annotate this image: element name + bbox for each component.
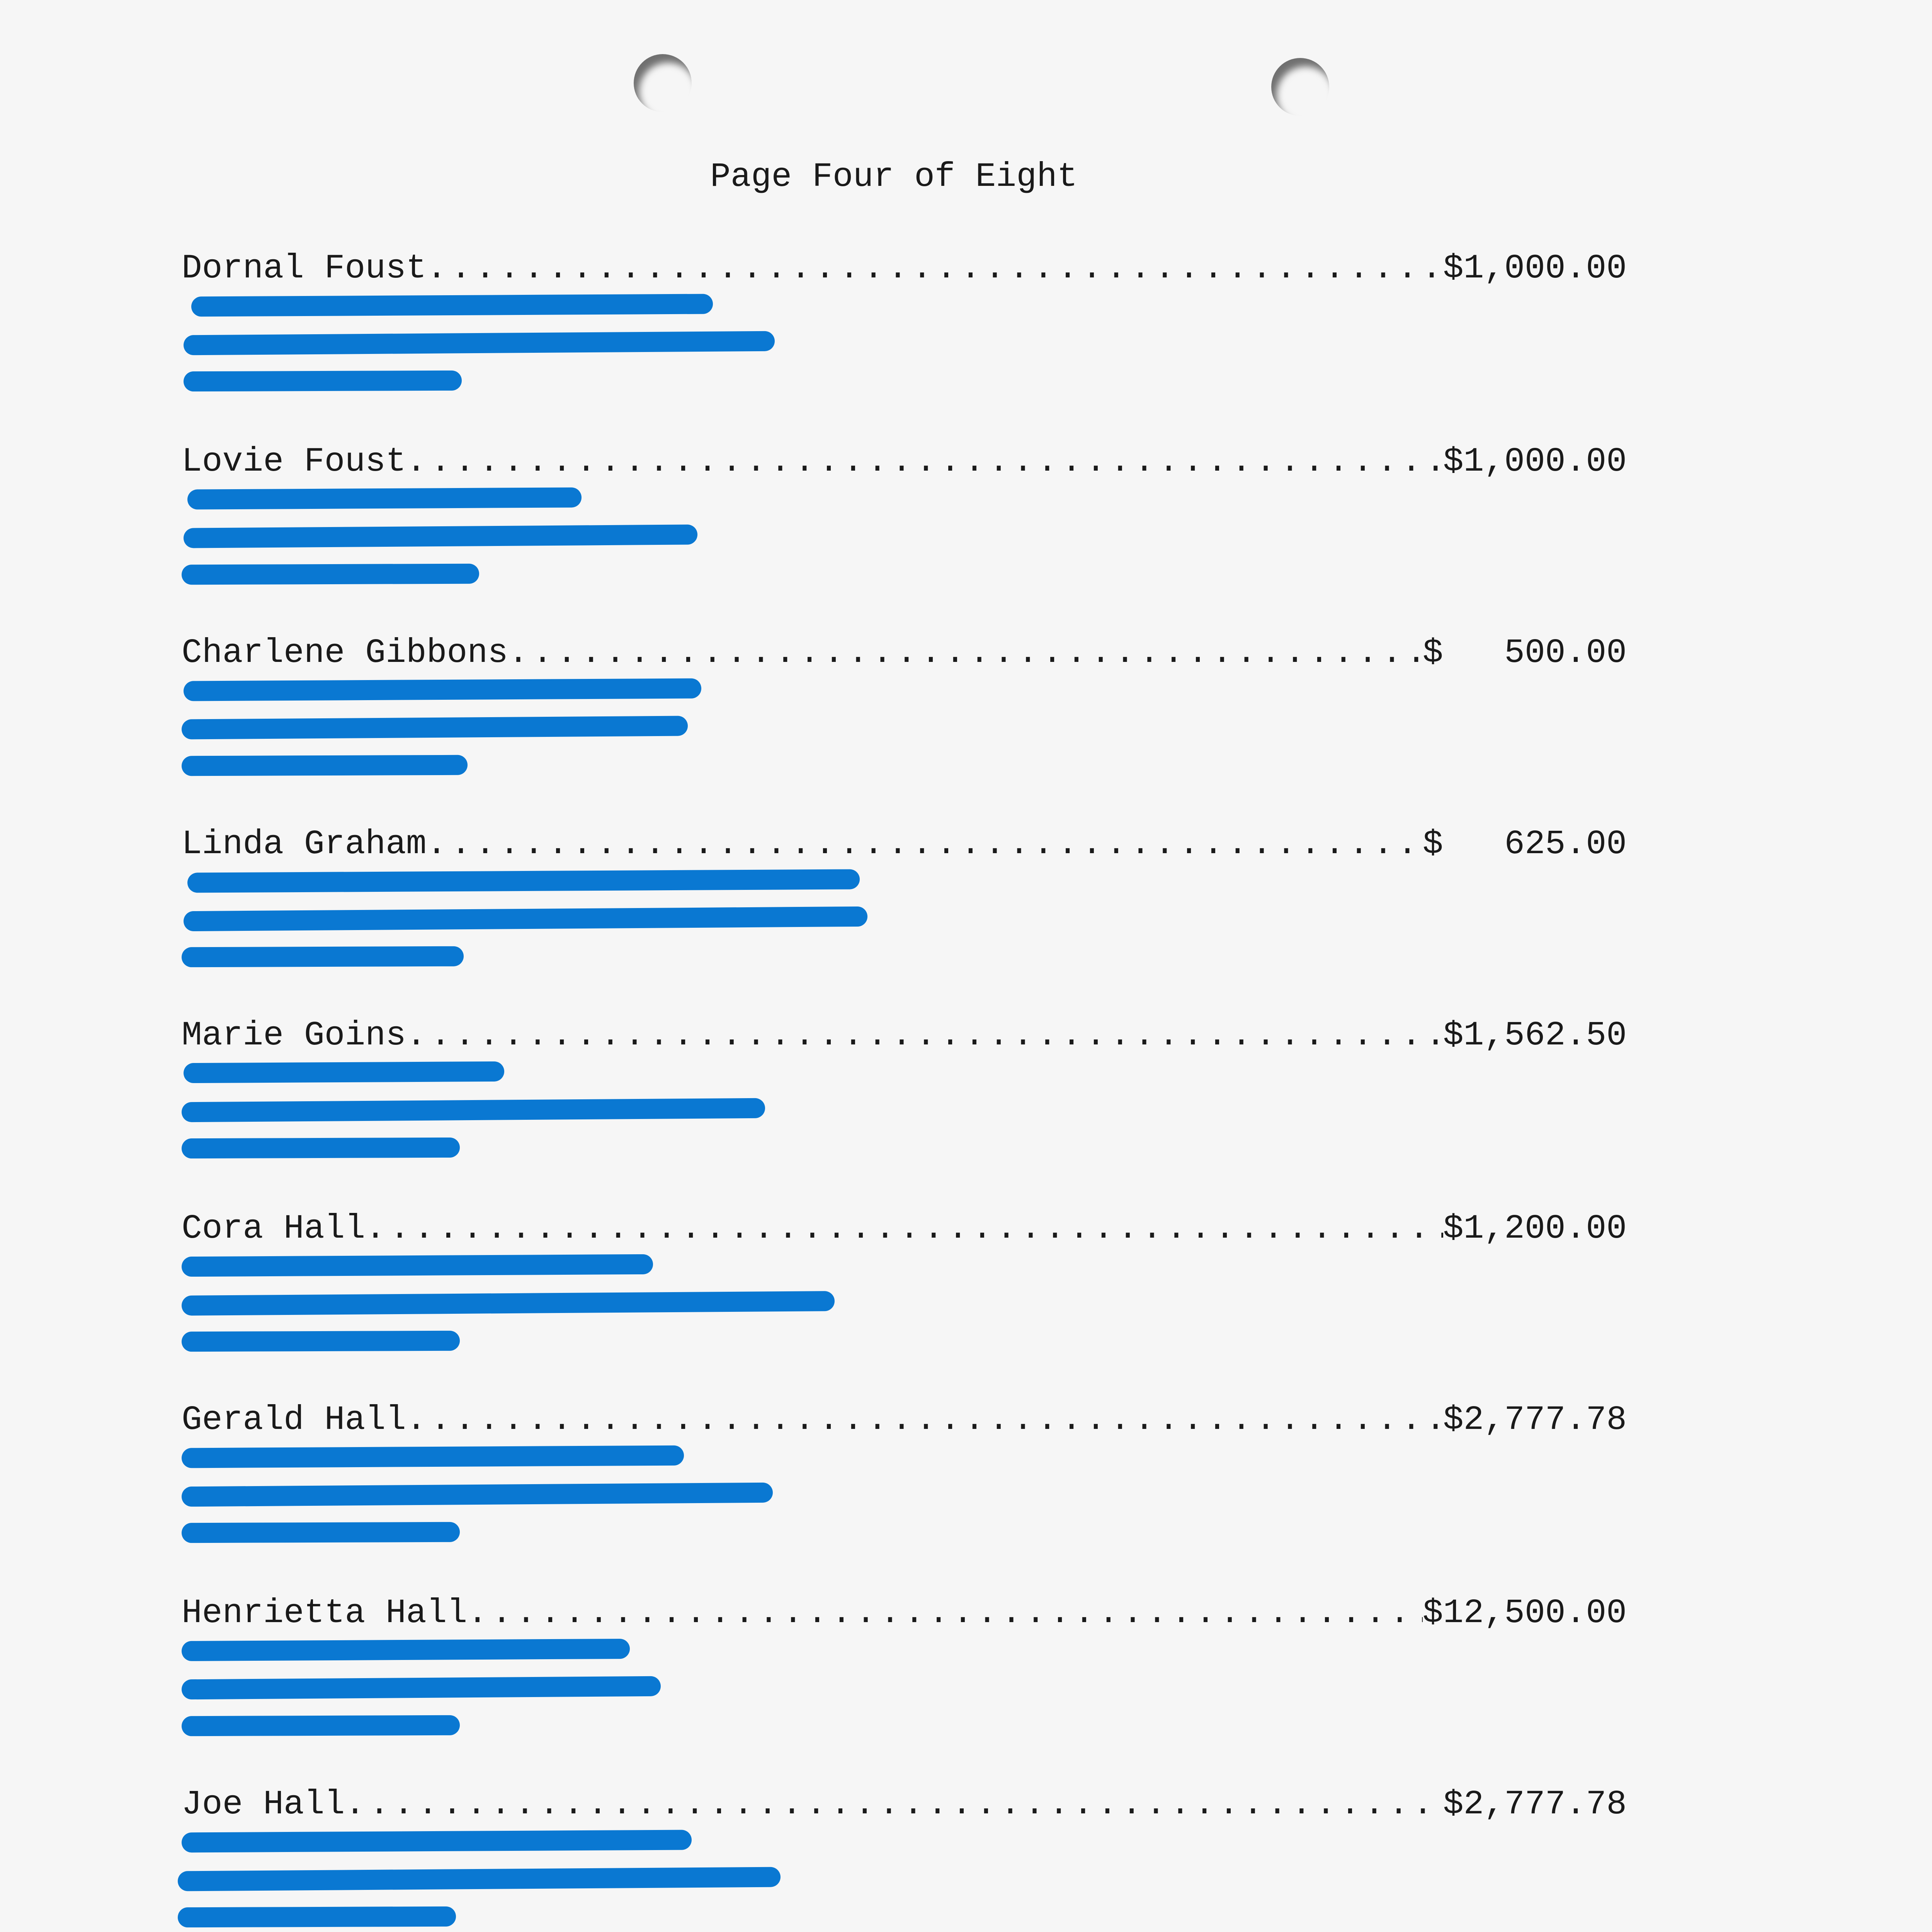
redaction-bar — [178, 1867, 781, 1891]
entry-line — [182, 1014, 1627, 1053]
redaction-bar — [182, 1522, 460, 1543]
redaction-bar — [187, 869, 860, 893]
redaction-bar — [184, 678, 701, 701]
entry-line — [182, 632, 1627, 670]
entry-line — [182, 1208, 1627, 1246]
entry-line — [182, 1592, 1627, 1631]
redaction-bar — [182, 1098, 765, 1122]
redaction-bar — [184, 1061, 504, 1083]
list-item — [182, 1783, 1627, 1932]
redaction-bar — [182, 716, 688, 739]
redaction-bar — [182, 1331, 460, 1352]
redaction-bar — [184, 524, 697, 548]
entry-name: Joe Hall — [182, 1786, 345, 1824]
dot-leader — [427, 252, 1443, 286]
punch-hole-left — [634, 54, 692, 112]
entry-name: Marie Goins — [182, 1017, 406, 1055]
redaction-bar — [182, 1138, 460, 1159]
entry-amount: $12,500.00 — [1422, 1594, 1627, 1633]
punch-hole-right — [1271, 58, 1329, 116]
entry-amount: $ 500.00 — [1422, 634, 1627, 672]
dot-leader — [406, 445, 1443, 479]
entry-name: Gerald Hall — [182, 1401, 406, 1439]
dot-leader — [365, 1212, 1443, 1246]
redaction-bar — [182, 946, 464, 968]
entry-amount: $1,200.00 — [1443, 1210, 1627, 1248]
entry-name: Dornal Foust — [182, 250, 427, 288]
entry-name: Henrietta Hall — [182, 1594, 468, 1633]
dot-leader — [345, 1788, 1443, 1822]
redaction-bar — [184, 371, 462, 392]
redaction-bar — [182, 1715, 460, 1736]
entry-amount: $ 625.00 — [1422, 825, 1627, 864]
list-item — [182, 247, 1627, 410]
redaction-bar — [187, 487, 582, 509]
list-item — [182, 440, 1627, 603]
entry-amount: $1,562.50 — [1443, 1017, 1627, 1055]
entry-line — [182, 440, 1627, 479]
redaction-bar — [182, 564, 479, 585]
entry-name: Lovie Foust — [182, 443, 406, 481]
redaction-bar — [182, 1639, 630, 1661]
entry-amount: $1,000.00 — [1443, 250, 1627, 288]
entry-line — [182, 1783, 1627, 1822]
redaction-bar — [182, 1291, 835, 1316]
redaction-bar — [191, 294, 713, 316]
redaction-bar — [184, 331, 775, 355]
redaction-bar — [182, 1676, 661, 1700]
dot-leader — [406, 1403, 1443, 1437]
entry-line — [182, 823, 1627, 862]
entry-amount: $2,777.78 — [1443, 1786, 1627, 1824]
entry-name: Linda Graham — [182, 825, 427, 864]
entry-name: Cora Hall — [182, 1210, 366, 1248]
redaction-bar — [182, 1483, 773, 1507]
list-item — [182, 1014, 1627, 1177]
entry-line — [182, 247, 1627, 286]
redaction-bar — [182, 1254, 653, 1277]
entry-line — [182, 1399, 1627, 1437]
redaction-bar — [182, 1830, 692, 1853]
entry-amount: $2,777.78 — [1443, 1401, 1627, 1439]
dot-leader — [427, 828, 1423, 862]
redaction-bar — [178, 1906, 456, 1928]
entry-amount: $1,000.00 — [1443, 443, 1627, 481]
dot-leader — [467, 1597, 1423, 1631]
list-item — [182, 823, 1627, 985]
redaction-bar — [182, 1446, 684, 1468]
list-item — [182, 1399, 1627, 1561]
list-item — [182, 1592, 1627, 1754]
list-item — [182, 1208, 1627, 1370]
redaction-bar — [184, 906, 867, 931]
entry-name: Charlene Gibbons — [182, 634, 508, 672]
redaction-bar — [182, 755, 468, 776]
dot-leader — [508, 636, 1423, 670]
list-item — [182, 632, 1627, 794]
page-title: Page Four of Eight — [710, 158, 1078, 196]
dot-leader — [406, 1019, 1443, 1053]
